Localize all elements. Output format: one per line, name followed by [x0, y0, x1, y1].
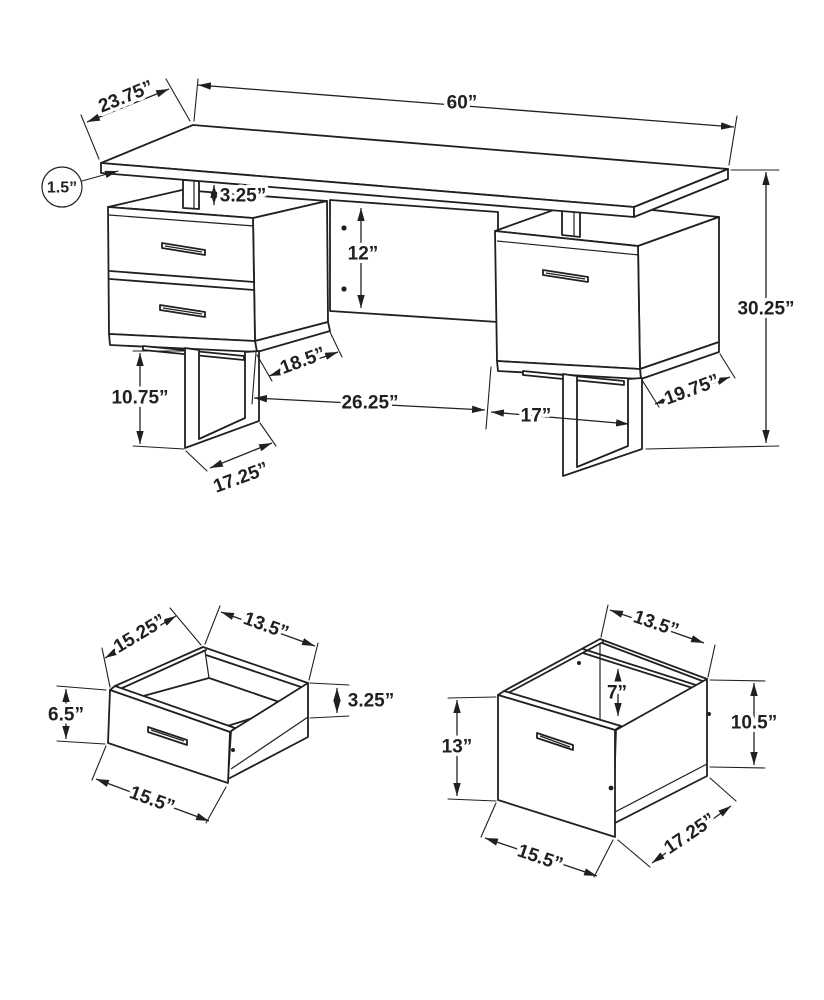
screw-dot: [577, 661, 581, 665]
extension-line: [481, 803, 496, 837]
dim-desktop-thickness: 1.5”: [46, 179, 78, 197]
extension-line: [448, 799, 496, 801]
extension-line: [646, 446, 779, 449]
extension-line: [594, 840, 613, 877]
dim-desk-top-depth: 23.75”: [95, 76, 157, 118]
left-pedestal-front: [108, 207, 255, 341]
extension-line: [708, 645, 715, 677]
extension-line: [206, 787, 226, 823]
extension-line: [133, 446, 184, 449]
extension-line: [310, 683, 349, 685]
extension-line: [486, 367, 491, 429]
right-sled-leg: [563, 374, 642, 476]
dim-file-front-width: 15.5”: [514, 840, 566, 876]
extension-line: [194, 79, 198, 121]
extension-line: [57, 741, 105, 744]
extension-line: [186, 451, 207, 471]
dim-file-side-depth: 17.25”: [660, 809, 720, 859]
dim-back-panel-height: 12”: [347, 243, 379, 265]
screw-dot: [231, 748, 235, 752]
small-drawer-drawing: [48, 606, 394, 823]
dimension-line: [491, 412, 629, 424]
left-pedestal-side: [253, 201, 328, 341]
extension-line: [81, 115, 99, 159]
extension-line: [166, 79, 190, 121]
screw-dot: [341, 286, 346, 291]
screw-dot: [341, 225, 346, 230]
extension-line: [710, 767, 765, 768]
file-right-side: [613, 679, 707, 824]
file-drawer-drawing: [442, 605, 778, 877]
dim-left-pedestal-depth: 18.5”: [277, 343, 329, 379]
dim-right-pedestal-depth: 19.75”: [661, 370, 723, 410]
dim-drawer-front-width: 15.5”: [126, 782, 178, 818]
extension-line: [729, 116, 737, 165]
extension-line: [720, 354, 735, 378]
desk-assembly-drawing: [101, 125, 728, 476]
left-sled-leg: [185, 348, 259, 448]
dim-knee-clearance: 26.25”: [341, 392, 399, 414]
file-left-side-edge: [504, 639, 600, 691]
extension-line: [618, 840, 650, 867]
extension-line: [57, 686, 106, 690]
screw-dot: [707, 712, 711, 716]
extension-line: [205, 606, 220, 644]
extension-line: [309, 643, 318, 680]
drawer-back-edge: [203, 647, 308, 683]
file-left-side-edge-inner: [508, 642, 603, 693]
leader-line: [82, 171, 118, 181]
extension-line: [92, 746, 106, 780]
dim-file-side-height: 10.5”: [730, 712, 778, 734]
dim-drawer-front-height: 6.5”: [48, 704, 84, 726]
dim-drawer-side-depth: 15.25”: [110, 610, 170, 658]
dim-overall-height: 30.25”: [737, 298, 795, 320]
dim-leg-foot-depth: 17.25”: [210, 458, 272, 498]
dim-desk-top-width: 60”: [446, 92, 478, 114]
dim-right-pedestal-width: 17”: [520, 405, 552, 427]
extension-line: [710, 680, 765, 681]
dim-drawer-side-height: 3.25”: [347, 690, 395, 712]
extension-line: [310, 716, 349, 718]
extension-line: [448, 697, 496, 698]
dim-file-back-width: 13.5”: [630, 606, 682, 642]
extension-line: [260, 423, 276, 446]
dim-file-rail-height: 7”: [606, 682, 628, 704]
top-bracket: [183, 180, 199, 209]
file-front-panel: [498, 695, 615, 837]
extension-line: [601, 605, 608, 637]
extension-line: [710, 778, 736, 801]
extension-line: [170, 608, 201, 645]
dim-file-front-height: 13”: [441, 736, 473, 758]
extension-line: [102, 648, 110, 687]
screw-dot: [609, 786, 614, 791]
dim-leg-height: 10.75”: [111, 387, 169, 409]
right-pedestal-front: [495, 231, 640, 369]
dim-top-gap: 3.25”: [219, 185, 267, 207]
dim-drawer-back-width: 13.5”: [240, 608, 292, 644]
